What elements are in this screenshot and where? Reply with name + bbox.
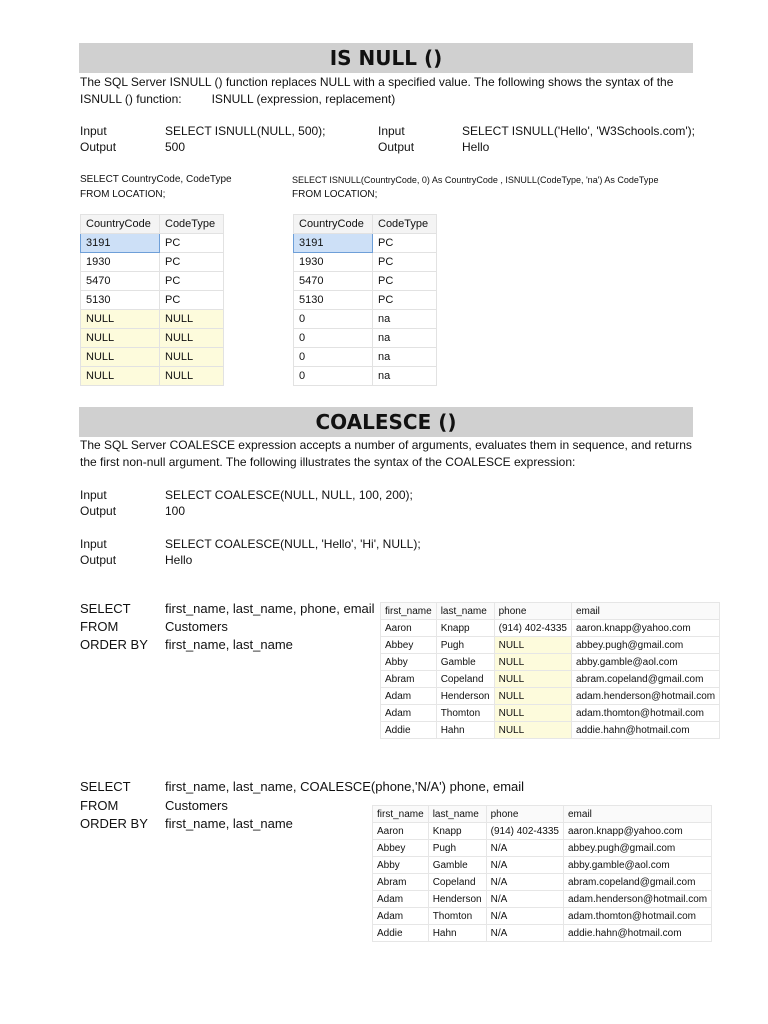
isnull-ex1-input-label: Input — [80, 124, 107, 138]
table-row — [381, 688, 720, 705]
table-cell: Addie — [373, 925, 429, 942]
table-cell: na — [373, 329, 437, 348]
coalesce-q2-order-columns: first_name, last_name — [165, 816, 293, 831]
table-cell: N/A — [486, 857, 563, 874]
table-row — [81, 367, 224, 386]
isnull-query-left-line2: FROM LOCATION; — [80, 189, 166, 200]
table-cell: Knapp — [428, 823, 486, 840]
table-cell: NULL — [160, 348, 224, 367]
isnull-ex1-output: 500 — [165, 140, 186, 154]
coalesce-ex1-output-label: Output — [80, 504, 117, 518]
table-row — [381, 722, 720, 739]
table-cell: PC — [373, 253, 437, 272]
table-cell: NULL — [494, 722, 571, 739]
grid-header-email: email — [572, 603, 720, 620]
table-cell: 0 — [294, 310, 373, 329]
table-cell: 0 — [294, 348, 373, 367]
table-cell: Copeland — [436, 671, 494, 688]
table-cell: NULL — [494, 688, 571, 705]
table-cell: Addie — [381, 722, 437, 739]
grid-header-last-name: last_name — [436, 603, 494, 620]
table-cell: addie.hahn@hotmail.com — [572, 722, 720, 739]
table-cell: NULL — [494, 637, 571, 654]
coalesce-q1-select-columns: first_name, last_name, phone, email — [165, 601, 375, 616]
table-cell: Aaron — [381, 620, 437, 637]
table-row — [373, 908, 712, 925]
table-cell: 0 — [294, 329, 373, 348]
table-cell: Copeland — [428, 874, 486, 891]
table-cell: adam.henderson@hotmail.com — [564, 891, 712, 908]
coalesce-q1-from-keyword: FROM — [80, 619, 119, 634]
table-cell: Gamble — [428, 857, 486, 874]
isnull-ex2-output-label: Output — [378, 140, 415, 154]
isnull-ex2-input: SELECT ISNULL('Hello', 'W3Schools.com'); — [462, 124, 696, 138]
table-cell: NULL — [160, 329, 224, 348]
isnull-ex2-input-label: Input — [378, 124, 405, 138]
table-cell: N/A — [486, 874, 563, 891]
table-cell: Abbey — [373, 840, 429, 857]
coalesce-q2-from-table: Customers — [165, 798, 228, 813]
table-cell: Abram — [381, 671, 437, 688]
table-cell: abbey.pugh@gmail.com — [572, 637, 720, 654]
table-row — [81, 291, 224, 310]
table-cell: Adam — [381, 688, 437, 705]
table-cell: 1930 — [294, 253, 373, 272]
coalesce-ex2-input-label: Input — [80, 537, 107, 551]
isnull-query-right-line2: FROM LOCATION; — [292, 189, 378, 200]
table-cell: 5470 — [81, 272, 160, 291]
table-row — [294, 348, 437, 367]
table-cell: 5470 — [294, 272, 373, 291]
table-row — [81, 329, 224, 348]
grid-header-phone: phone — [486, 806, 563, 823]
coalesce-q1-order-keyword: ORDER BY — [80, 637, 148, 652]
coalesce-description: The SQL Server COALESCE expression accepts a number of arguments, evaluates them in sequence, and returns the first non-null argument. The following illustrates the syntax of the COALESCE expression: — [80, 438, 692, 469]
table-cell: aaron.knapp@yahoo.com — [564, 823, 712, 840]
isnull-title: IS NULL () — [79, 43, 693, 73]
coalesce-ex2-output-label: Output — [80, 553, 117, 567]
table-row — [381, 705, 720, 722]
table-cell: NULL — [81, 310, 160, 329]
table-cell: Gamble — [436, 654, 494, 671]
coalesce-q2-from-keyword: FROM — [80, 798, 119, 813]
table-cell: N/A — [486, 925, 563, 942]
table-cell: Aaron — [373, 823, 429, 840]
table-cell: abby.gamble@aol.com — [564, 857, 712, 874]
grid-header-last-name: last_name — [428, 806, 486, 823]
table-cell: PC — [373, 291, 437, 310]
table-row — [381, 620, 720, 637]
table-cell: (914) 402-4335 — [494, 620, 571, 637]
table-cell: NULL — [81, 367, 160, 386]
coalesce-result-grid-na — [372, 805, 712, 942]
table-cell: NULL — [494, 654, 571, 671]
table-cell: Abbey — [381, 637, 437, 654]
table-row — [373, 857, 712, 874]
grid-header-codetype: CodeType — [373, 215, 437, 234]
table-row — [381, 637, 720, 654]
grid-header-row — [373, 806, 712, 823]
table-cell: adam.henderson@hotmail.com — [572, 688, 720, 705]
table-cell: abram.copeland@gmail.com — [572, 671, 720, 688]
table-row — [373, 823, 712, 840]
table-cell: Abby — [373, 857, 429, 874]
table-cell: adam.thomton@hotmail.com — [572, 705, 720, 722]
table-row — [81, 253, 224, 272]
coalesce-q1-order-columns: first_name, last_name — [165, 637, 293, 652]
table-cell: N/A — [486, 840, 563, 857]
grid-header-first-name: first_name — [373, 806, 429, 823]
table-cell: Pugh — [436, 637, 494, 654]
table-cell: N/A — [486, 908, 563, 925]
coalesce-ex2-output: Hello — [165, 553, 193, 567]
isnull-query-right-line1: SELECT ISNULL(CountryCode, 0) As CountryCode , ISNULL(CodeType, 'na') As CodeType — [292, 175, 659, 185]
coalesce-ex2-input: SELECT COALESCE(NULL, 'Hello', 'Hi', NULL); — [165, 537, 421, 551]
table-cell: Henderson — [436, 688, 494, 705]
table-cell: na — [373, 310, 437, 329]
table-row — [81, 310, 224, 329]
grid-header-countrycode: CountryCode — [81, 215, 160, 234]
table-row — [373, 925, 712, 942]
table-cell: PC — [160, 272, 224, 291]
table-cell: N/A — [486, 891, 563, 908]
table-cell: Abram — [373, 874, 429, 891]
table-cell: PC — [373, 234, 437, 253]
coalesce-q1-select-keyword: SELECT — [80, 601, 131, 616]
coalesce-ex1-output: 100 — [165, 504, 186, 518]
coalesce-q2-select-columns: first_name, last_name, COALESCE(phone,'N/A') phone, email — [165, 779, 525, 794]
table-cell: Thomton — [436, 705, 494, 722]
grid-header-codetype: CodeType — [160, 215, 224, 234]
table-cell: abbey.pugh@gmail.com — [564, 840, 712, 857]
table-row — [81, 348, 224, 367]
table-row — [294, 291, 437, 310]
coalesce-q2-order-keyword: ORDER BY — [80, 816, 148, 831]
isnull-result-grid-original — [80, 214, 224, 386]
table-cell: Hahn — [428, 925, 486, 942]
table-cell: Adam — [373, 908, 429, 925]
table-cell: NULL — [494, 671, 571, 688]
table-cell: NULL — [160, 310, 224, 329]
table-row — [381, 654, 720, 671]
coalesce-ex1-input-label: Input — [80, 488, 107, 502]
table-cell: abby.gamble@aol.com — [572, 654, 720, 671]
table-row — [81, 272, 224, 291]
table-cell: 5130 — [294, 291, 373, 310]
table-cell: PC — [160, 234, 224, 253]
table-row — [373, 874, 712, 891]
table-cell: Pugh — [428, 840, 486, 857]
table-cell: na — [373, 367, 437, 386]
grid-header-first-name: first_name — [381, 603, 437, 620]
grid-header-email: email — [564, 806, 712, 823]
table-cell: 5130 — [81, 291, 160, 310]
table-cell: Hahn — [436, 722, 494, 739]
table-cell: NULL — [494, 705, 571, 722]
isnull-ex2-output: Hello — [462, 140, 490, 154]
grid-header-row — [381, 603, 720, 620]
table-cell: Henderson — [428, 891, 486, 908]
table-row — [294, 310, 437, 329]
table-row — [294, 272, 437, 291]
table-cell: adam.thomton@hotmail.com — [564, 908, 712, 925]
table-cell: PC — [160, 253, 224, 272]
isnull-ex1-output-label: Output — [80, 140, 117, 154]
isnull-description: The SQL Server ISNULL () function replaces NULL with a specified value. The following shows the syntax of the ISNULL () function: ISNULL (expression, replacement) — [80, 75, 674, 106]
table-row — [294, 234, 437, 253]
table-cell: Adam — [381, 705, 437, 722]
table-cell: NULL — [160, 367, 224, 386]
grid-header-countrycode: CountryCode — [294, 215, 373, 234]
table-cell: abram.copeland@gmail.com — [564, 874, 712, 891]
table-row — [294, 253, 437, 272]
table-cell: (914) 402-4335 — [486, 823, 563, 840]
table-cell: 3191 — [294, 234, 373, 253]
isnull-query-left-line1: SELECT CountryCode, CodeType — [80, 174, 232, 185]
table-cell: NULL — [81, 348, 160, 367]
table-cell: addie.hahn@hotmail.com — [564, 925, 712, 942]
coalesce-q1-from-table: Customers — [165, 619, 228, 634]
table-cell: Adam — [373, 891, 429, 908]
grid-header-row — [81, 215, 224, 234]
table-row — [373, 840, 712, 857]
table-row — [294, 367, 437, 386]
table-cell: 3191 — [81, 234, 160, 253]
coalesce-title: COALESCE () — [79, 407, 693, 437]
table-cell: na — [373, 348, 437, 367]
isnull-ex1-input: SELECT ISNULL(NULL, 500); — [165, 124, 326, 138]
table-cell: aaron.knapp@yahoo.com — [572, 620, 720, 637]
grid-header-phone: phone — [494, 603, 571, 620]
table-row — [373, 891, 712, 908]
coalesce-q2-select-keyword: SELECT — [80, 779, 131, 794]
table-cell: 0 — [294, 367, 373, 386]
coalesce-ex1-input: SELECT COALESCE(NULL, NULL, 100, 200); — [165, 488, 413, 502]
table-row — [294, 329, 437, 348]
table-cell: Thomton — [428, 908, 486, 925]
table-cell: PC — [160, 291, 224, 310]
table-cell: 1930 — [81, 253, 160, 272]
table-cell: PC — [373, 272, 437, 291]
table-row — [81, 234, 224, 253]
grid-header-row — [294, 215, 437, 234]
table-cell: Abby — [381, 654, 437, 671]
table-cell: NULL — [81, 329, 160, 348]
coalesce-result-grid-null — [380, 602, 720, 739]
isnull-result-grid-replaced — [293, 214, 437, 386]
table-row — [381, 671, 720, 688]
table-cell: Knapp — [436, 620, 494, 637]
